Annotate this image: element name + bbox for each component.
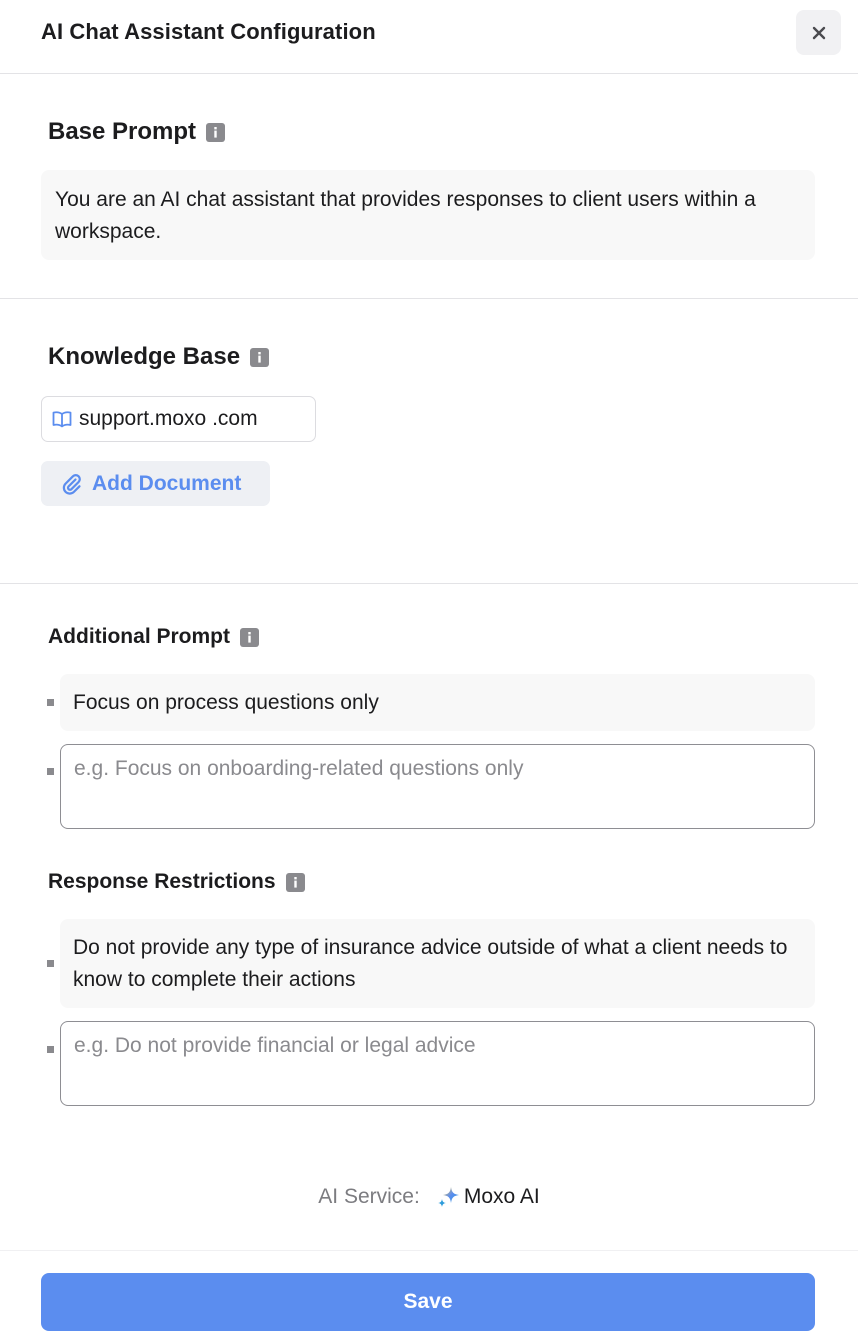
- section-divider: [0, 583, 858, 584]
- response-restriction-input[interactable]: [60, 1021, 815, 1106]
- panel-footer: [0, 1250, 858, 1342]
- book-icon: [51, 408, 73, 430]
- knowledge-source-chip[interactable]: [41, 396, 316, 442]
- list-bullet: [47, 699, 54, 706]
- additional-prompt-item[interactable]: [60, 674, 815, 731]
- list-bullet: [47, 768, 54, 775]
- section-divider: [0, 298, 858, 299]
- knowledge-base-title: Knowledge Base: [48, 343, 241, 370]
- list-item-text: Do not provide any type of insurance advice outside of what a client needs to know to complete their actions: [73, 935, 788, 991]
- info-icon[interactable]: [206, 123, 225, 142]
- info-icon[interactable]: [250, 348, 269, 367]
- response-restrictions-title: Response Restrictions: [48, 870, 276, 893]
- list-bullet: [47, 960, 54, 967]
- additional-prompt-heading: [48, 625, 259, 649]
- knowledge-source-label: support.moxo .com: [79, 407, 258, 430]
- info-icon[interactable]: [240, 628, 259, 647]
- list-item-text: Focus on process questions only: [73, 690, 379, 714]
- response-restriction-item[interactable]: [60, 919, 815, 1008]
- ai-service-row: [0, 1184, 858, 1210]
- additional-prompt-title: Additional Prompt: [48, 625, 230, 648]
- base-prompt-heading: [48, 118, 225, 146]
- panel-title: AI Chat Assistant Configuration: [41, 19, 376, 44]
- base-prompt-text: You are an AI chat assistant that provides responses to client users within a workspace.: [41, 170, 815, 260]
- save-button[interactable]: Save: [41, 1273, 815, 1331]
- response-restrictions-heading: [48, 870, 305, 894]
- knowledge-base-heading: [48, 343, 269, 371]
- paperclip-icon: [60, 472, 84, 496]
- panel-header: [0, 0, 858, 74]
- additional-prompt-input[interactable]: [60, 744, 815, 829]
- close-button[interactable]: [796, 10, 841, 55]
- close-icon: [812, 26, 826, 40]
- info-icon[interactable]: [286, 873, 305, 892]
- ai-service-value: Moxo AI: [463, 1185, 540, 1208]
- ai-service-label: AI Service:: [318, 1185, 420, 1208]
- add-document-button[interactable]: [41, 461, 270, 506]
- add-document-label: Add Document: [92, 471, 242, 495]
- base-prompt-title: Base Prompt: [48, 118, 197, 145]
- sparkle-icon: [436, 1184, 462, 1210]
- list-bullet: [47, 1046, 54, 1053]
